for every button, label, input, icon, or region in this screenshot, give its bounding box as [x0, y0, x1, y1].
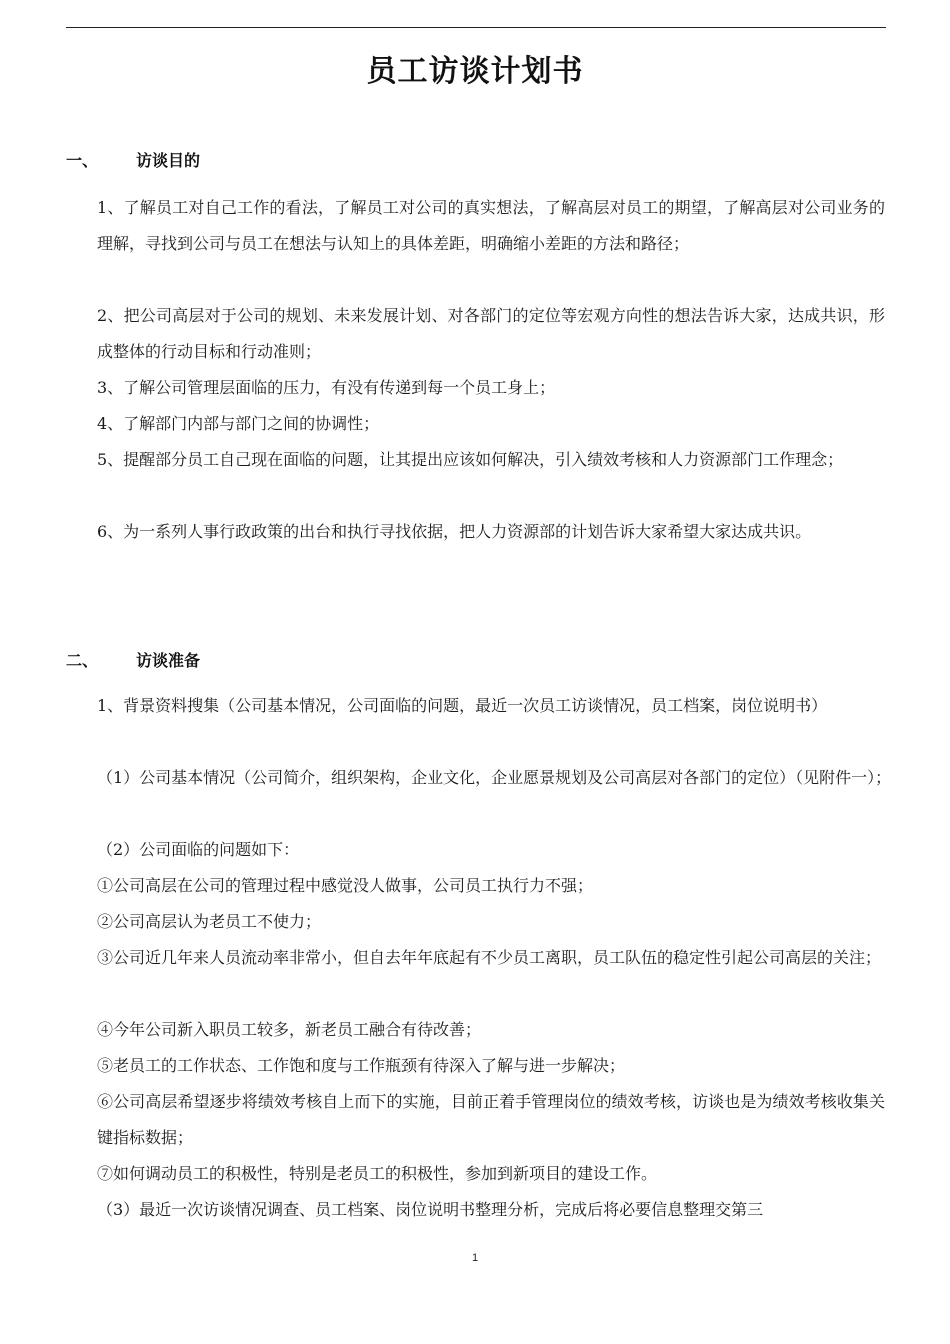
- section-heading-preparation: [66, 648, 466, 670]
- preparation-sub-3: （3）最近一次访谈情况调查、员工档案、岗位说明书整理分析，完成后将必要信息整理交第三: [97, 1200, 764, 1219]
- purpose-item-4: 4、了解部门内部与部门之间的协调性；: [97, 414, 380, 433]
- document-title: 员工访谈计划书: [366, 54, 584, 89]
- section-number: 一、: [66, 151, 99, 170]
- purpose-item-1: 1、了解员工对自己工作的看法，了解员工对公司的真实想法，了解高层对员工的期望，了解高层对公司业务的理解，寻找到公司与员工在想法与认知上的具体差距，明确缩小差距的方法和路径；: [97, 198, 885, 253]
- preparation-sub-2: （2）公司面临的问题如下：: [97, 840, 300, 859]
- purpose-item-2: 2、把公司高层对于公司的规划、未来发展计划、对各部门的定位等宏观方向性的想法告诉大家，达成共识，形成整体的行动目标和行动准则；: [97, 306, 885, 361]
- problem-item-3: ③公司近几年来人员流动率非常小，但自去年年底起有不少员工离职，员工队伍的稳定性引起公司高层的关注；: [97, 948, 882, 967]
- header-rule: [66, 27, 886, 28]
- purpose-item-5: 5、提醒部分员工自己现在面临的问题，让其提出应该如何解决，引入绩效考核和人力资源部门工作理念；: [97, 450, 844, 469]
- section-number: 二、: [66, 651, 99, 670]
- page-number: 1: [471, 1252, 479, 1264]
- problem-item-1: ①公司高层在公司的管理过程中感觉没人做事，公司员工执行力不强；: [97, 876, 594, 895]
- section-heading-purpose: [66, 148, 466, 170]
- problem-item-6: ⑥公司高层希望逐步将绩效考核自上而下的实施，目前正着手管理岗位的绩效考核，访谈也是为绩效考核收集关键指标数据；: [97, 1092, 885, 1147]
- purpose-item-6: 6、为一系列人事行政政策的出台和执行寻找依据，把人力资源部的计划告诉大家希望大家达成共识。: [97, 522, 812, 541]
- problem-item-4: ④今年公司新入职员工较多，新老员工融合有待改善；: [97, 1020, 482, 1039]
- section-heading-text: 访谈目的: [136, 151, 201, 170]
- problem-item-7: ⑦如何调动员工的积极性，特别是老员工的积极性，参加到新项目的建设工作。: [97, 1164, 658, 1183]
- problem-item-2: ②公司高层认为老员工不使力；: [97, 912, 322, 931]
- problem-item-5: ⑤老员工的工作状态、工作饱和度与工作瓶颈有待深入了解与进一步解决；: [97, 1056, 626, 1075]
- section-heading-text: 访谈准备: [136, 651, 201, 670]
- purpose-item-3: 3、了解公司管理层面临的压力，有没有传递到每一个员工身上；: [97, 378, 556, 397]
- preparation-sub-1: （1）公司基本情况（公司简介，组织架构，企业文化，企业愿景规划及公司高层对各部门的定位）（见附件一）；: [97, 768, 892, 787]
- preparation-item-1: 1、背景资料搜集（公司基本情况，公司面临的问题，最近一次员工访谈情况，员工档案，岗位说明书）: [97, 696, 828, 715]
